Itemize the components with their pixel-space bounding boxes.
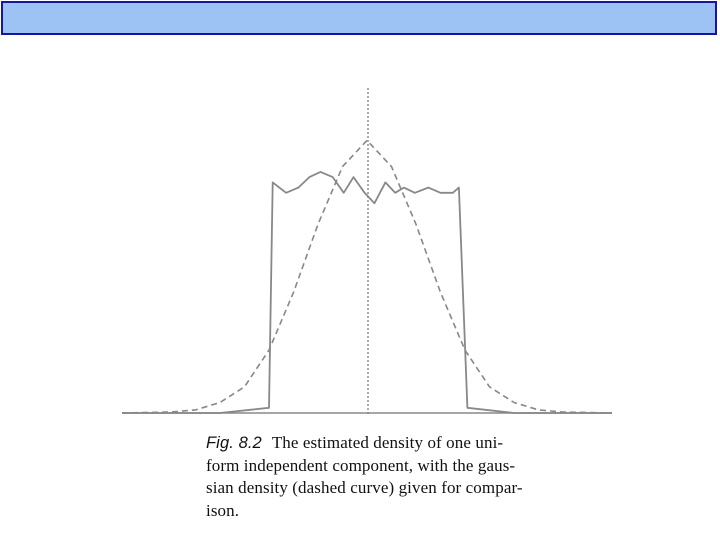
gaussian-density-curve xyxy=(122,140,612,413)
estimated-density-curve xyxy=(122,172,612,413)
figure-caption xyxy=(206,432,606,522)
caption-text-1: The estimated density of one uni- xyxy=(271,433,504,452)
plot-axes xyxy=(122,88,612,414)
figure-label: Fig. 8.2 xyxy=(206,434,262,452)
caption-line-1 xyxy=(206,432,606,455)
caption-line-4: ison. xyxy=(206,500,240,520)
caption-line-2: form independent component, with the gaus- xyxy=(206,455,516,475)
series-layer xyxy=(122,140,612,413)
caption-line-3: sian density (dashed curve) given for compar- xyxy=(206,478,523,497)
